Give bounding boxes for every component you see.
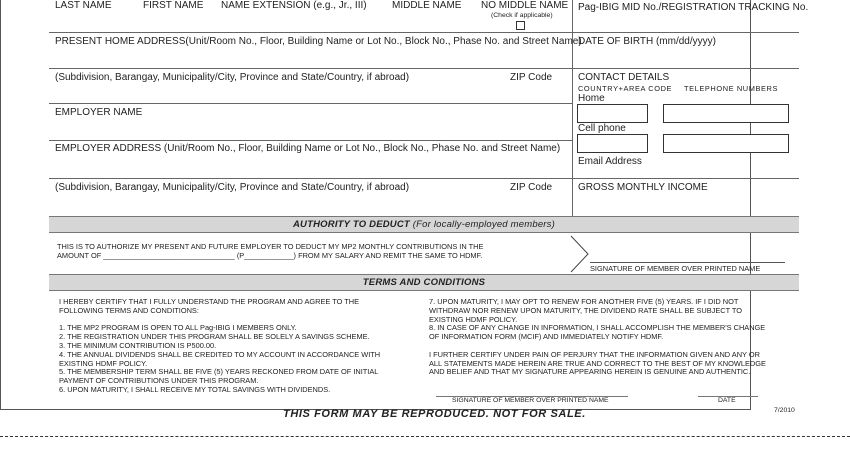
pagibig-mid-label: Pag-IBIG MID No./REGISTRATION TRACKING No. (578, 2, 809, 13)
cell-phone-label: Cell phone (578, 123, 626, 134)
no-middle-name-checkbox[interactable] (516, 21, 525, 30)
terms-left-line: FOLLOWING TERMS AND CONDITIONS: (59, 305, 199, 315)
authority-line-2: AMOUNT OF ________________________________ (P____________) FROM MY SALARY AND REMIT THE SAME TO HDMF. (57, 250, 483, 260)
terms-right-line: I FURTHER CERTIFY UNDER PAIN OF PERJURY THAT THE INFORMATION GIVEN AND ANY OR (429, 349, 760, 359)
terms-right-line: ALL STATEMENTS MADE HEREIN ARE TRUE AND CORRECT TO THE BEST OF MY KNOWLEDGE (429, 358, 766, 368)
gross-monthly-income-label: GROSS MONTHLY INCOME (578, 182, 708, 193)
employer-subdivision-label: (Subdivision, Barangay, Municipality/City, Province and State/Country, if abroad) (55, 182, 410, 193)
divider (49, 178, 799, 179)
terms-left-line: 1. THE MP2 PROGRAM IS OPEN TO ALL Pag-IBIG I MEMBERS ONLY. (59, 323, 297, 333)
terms-left-line: I HEREBY CERTIFY THAT I FULLY UNDERSTAND THE PROGRAM AND AGREE TO THE (59, 297, 360, 306)
home-telephone-input[interactable] (663, 104, 789, 123)
form-version: 7/2010 (774, 407, 795, 414)
authority-signature-label: SIGNATURE OF MEMBER OVER PRINTED NAME (590, 264, 761, 273)
terms-right-line: AND BELIEF AND THAT MY SIGNATURE APPEARING HEREIN IS GENUINE AND AUTHENTIC. (429, 367, 751, 377)
check-if-applicable-label: (Check if applicable) (491, 12, 553, 19)
employer-name-label: EMPLOYER NAME (55, 107, 143, 118)
date-of-birth-label: DATE OF BIRTH (mm/dd/yyyy) (578, 36, 716, 47)
terms-signature-label: SIGNATURE OF MEMBER OVER PRINTED NAME (452, 397, 609, 404)
first-name-label: FIRST NAME (143, 0, 204, 11)
terms-right-line: 7. UPON MATURITY, I MAY OPT TO RENEW FOR ANOTHER FIVE (5) YEARS. IF I DID NOT (429, 297, 739, 306)
cell-phone-input[interactable] (663, 134, 789, 153)
employer-address-label: EMPLOYER ADDRESS (Unit/Room No., Floor, Building Name or Lot No., Block No., Phase No. and Street Name) (55, 143, 561, 154)
no-middle-name-label: NO MIDDLE NAME (481, 0, 569, 11)
home-phone-label: Home (578, 93, 605, 104)
last-name-label: LAST NAME (55, 0, 112, 11)
divider (49, 140, 572, 141)
authority-title: AUTHORITY TO DEDUCT (293, 219, 410, 230)
terms-left-line: 2. THE REGISTRATION UNDER THIS PROGRAM SHALL BE SOLELY A SAVINGS SCHEME. (59, 332, 370, 342)
authority-section-header (49, 216, 799, 233)
column-divider (572, 0, 573, 216)
authority-text (57, 243, 567, 261)
telephone-numbers-label: TELEPHONE NUMBERS (684, 84, 778, 93)
authority-signature-line (590, 262, 785, 263)
divider (49, 32, 799, 33)
employer-zip-label: ZIP Code (510, 182, 553, 193)
date-label: DATE (718, 397, 736, 404)
cut-line (0, 436, 850, 437)
reproduce-notice: THIS FORM MAY BE REPRODUCED. NOT FOR SALE. (283, 408, 586, 420)
terms-right-column (429, 298, 791, 377)
divider (49, 68, 799, 69)
email-address-label: Email Address (578, 156, 642, 167)
terms-right-line: OF INFORMATION FORM (MCIF) AND IMMEDIATELY NOTIFY HDMF. (429, 332, 664, 342)
authority-subtitle: (For locally-employed members) (412, 219, 555, 230)
authority-line-1: THIS IS TO AUTHORIZE MY PRESENT AND FUTURE EMPLOYER TO DEDUCT MY MP2 MONTHLY CONTRIBUTIONS IN THE (57, 242, 484, 251)
terms-left-line: PAYMENT OF CONTRIBUTIONS UNDER THIS PROGRAM. (59, 376, 259, 386)
home-area-code-input[interactable] (577, 104, 648, 123)
terms-right-line: 8. IN CASE OF ANY CHANGE IN INFORMATION, I SHALL ACCOMPLISH THE MEMBER'S CHANGE (429, 323, 766, 333)
middle-name-label: MIDDLE NAME (392, 0, 462, 11)
present-home-address-label: PRESENT HOME ADDRESS(Unit/Room No., Floor, Building Name or Lot No., Block No., Phase No. and Street Name) (55, 36, 582, 47)
divider (49, 103, 572, 104)
country-area-code-label: COUNTRY+AREA CODE (578, 84, 673, 93)
terms-right-line: EXISTING HDMF POLICY. (429, 314, 518, 324)
terms-section-header (49, 274, 799, 291)
cell-area-code-input[interactable] (577, 134, 648, 153)
contact-details-label: CONTACT DETAILS (578, 72, 670, 83)
terms-left-line: 3. THE MINIMUM CONTRIBUTION IS P500.00. (59, 340, 217, 350)
terms-left-column (59, 298, 417, 395)
terms-left-line: EXISTING HDMF POLICY. (59, 358, 148, 368)
terms-left-line: 4. THE ANNUAL DIVIDENDS SHALL BE CREDITED TO MY ACCOUNT IN ACCORDANCE WITH (59, 349, 381, 359)
terms-right-line: WITHDRAW NOR RENEW UPON MATURITY, THE DIVIDEND RATE SHALL BE SUBJECT TO (429, 305, 743, 315)
home-zip-label: ZIP Code (510, 72, 553, 83)
terms-left-line: 6. UPON MATURITY, I SHALL RECEIVE MY TOTAL SAVINGS WITH DIVIDENDS. (59, 384, 331, 394)
terms-title: TERMS AND CONDITIONS (362, 277, 486, 288)
terms-left-line: 5. THE MEMBERSHIP TERM SHALL BE FIVE (5) YEARS RECKONED FROM DATE OF INITIAL (59, 367, 379, 377)
arrow-divider-icon (570, 235, 590, 273)
home-subdivision-label: (Subdivision, Barangay, Municipality/City, Province and State/Country, if abroad) (55, 72, 410, 83)
name-extension-label: NAME EXTENSION (e.g., Jr., III) (221, 0, 367, 11)
